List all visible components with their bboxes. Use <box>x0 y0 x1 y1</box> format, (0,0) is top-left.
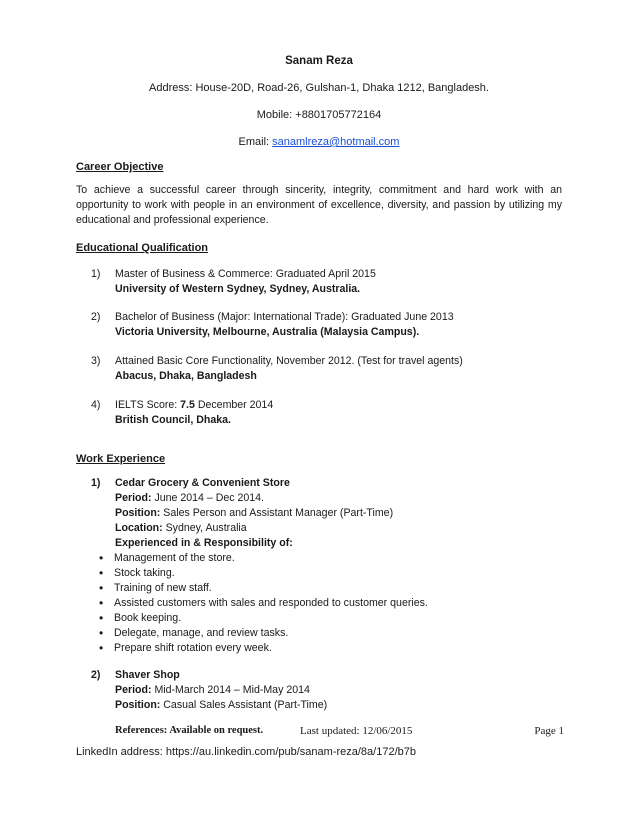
email-link[interactable]: sanamlreza@hotmail.com <box>272 136 400 148</box>
ielts-date: December 2014 <box>194 399 274 411</box>
job-position: Position: Casual Sales Assistant (Part-Time) <box>115 699 328 711</box>
education-heading: Educational Qualification <box>76 242 209 254</box>
page-number: Page 1 <box>534 725 564 737</box>
education-number: 1) <box>91 268 101 280</box>
list-item: • Book keeping. <box>99 611 428 626</box>
job-2 <box>91 668 561 713</box>
job-location: Location: Sydney, Australia <box>115 522 247 534</box>
ielts-label: IELTS Score: <box>115 399 181 411</box>
job-1 <box>91 476 561 551</box>
references-note: References: Available on request. <box>115 725 264 736</box>
career-objective-heading: Career Objective <box>76 161 164 173</box>
list-item: • Delegate, manage, and review tasks. <box>99 626 428 641</box>
job-period: Period: Mid-March 2014 – Mid-May 2014 <box>115 684 310 696</box>
list-item: • Prepare shift rotation every week. <box>99 641 428 656</box>
education-item-3 <box>91 354 561 384</box>
responsibility-list <box>99 551 428 656</box>
list-item: • Training of new staff. <box>99 581 428 596</box>
education-degree: Master of Business & Commerce: Graduated April 2015 <box>115 268 376 280</box>
job-employer: Shaver Shop <box>115 669 180 681</box>
list-item: • Stock taking. <box>99 566 428 581</box>
email-label: Email: <box>238 136 273 148</box>
job-period: Period: June 2014 – Dec 2014. <box>115 492 264 504</box>
education-number: 2) <box>91 311 101 323</box>
education-degree: Bachelor of Business (Major: International Trade): Graduated June 2013 <box>115 311 454 323</box>
education-institution: Victoria University, Melbourne, Australia (Malaysia Campus). <box>115 326 420 338</box>
email-line <box>0 136 638 148</box>
education-institution: Abacus, Dhaka, Bangladesh <box>115 370 257 382</box>
job-responsibilities-label: Experienced in & Responsibility of: <box>115 537 293 549</box>
ielts-score: 7.5 <box>180 399 195 411</box>
job-position: Position: Sales Person and Assistant Manager (Part-Time) <box>115 507 394 519</box>
last-updated: Last updated: 12/06/2015 <box>300 725 413 737</box>
work-experience-heading: Work Experience <box>76 453 166 465</box>
career-objective-text: To achieve a successful career through sincerity, integrity, commitment and hard work with an opportunity to work with people in an environment of excellence, diversity, and passion by utilizing my educational and professional experience. <box>76 184 562 226</box>
education-item-2 <box>91 310 561 340</box>
address-line: Address: House-20D, Road-26, Gulshan-1, Dhaka 1212, Bangladesh. <box>149 82 489 94</box>
candidate-name: Sanam Reza <box>285 55 353 67</box>
job-number: 1) <box>91 477 101 489</box>
education-institution: British Council, Dhaka. <box>115 414 231 426</box>
education-number: 3) <box>91 355 101 367</box>
education-number: 4) <box>91 399 101 411</box>
job-number: 2) <box>91 669 101 681</box>
mobile-line: Mobile: +8801705772164 <box>256 109 382 121</box>
list-item: • Assisted customers with sales and responded to customer queries. <box>99 596 428 611</box>
linkedin-address[interactable]: LinkedIn address: https://au.linkedin.com/pub/sanam-reza/8a/172/b7b <box>76 746 416 758</box>
education-degree: Attained Basic Core Functionality, November 2012. (Test for travel agents) <box>115 355 463 367</box>
job-employer: Cedar Grocery & Convenient Store <box>115 477 290 489</box>
education-item-1 <box>91 267 561 297</box>
list-item: • Management of the store. <box>99 551 428 566</box>
education-item-4 <box>91 398 561 428</box>
education-institution: University of Western Sydney, Sydney, Australia. <box>115 283 361 295</box>
